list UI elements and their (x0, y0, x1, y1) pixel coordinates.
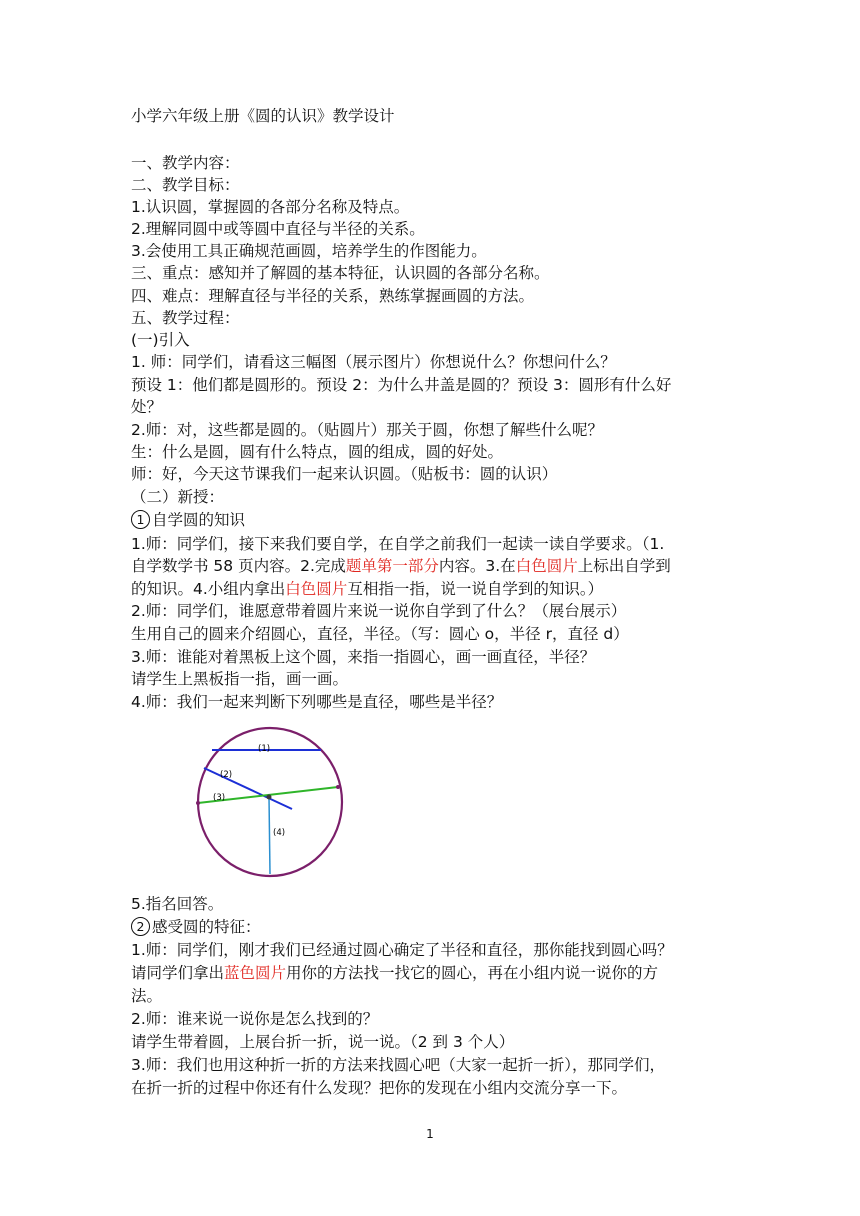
part1-line: 生用自己的圆来介绍圆心，直径，半径。（写：圆心 o，半径 r，直径 d） (131, 625, 629, 643)
text-run: 自学数学书 58 页内容。2.完成 (131, 557, 346, 575)
intro-line: 1. 师：同学们，请看这三幅图（展示图片）你想说什么？你想问什么？ (131, 353, 616, 371)
intro-line: 预设 1：他们都是圆形的。预设 2：为什么井盖是圆的？预设 3：圆形有什么好 (131, 376, 672, 394)
part2-line (131, 962, 741, 984)
goal-item-3: 3.会使用工具正确规范画圆，培养学生的作图能力。 (131, 242, 487, 260)
goal-item-1: 1.认识圆，掌握圆的各部分名称及特点。 (131, 198, 410, 216)
part2-line: 3.师：我们也用这种折一折的方法来找圆心吧（大家一起折一折），那同学们， (131, 1056, 666, 1074)
highlight-text: 蓝色圆片 (224, 964, 287, 982)
section-process: 五、教学过程： (131, 309, 240, 327)
part1-title: 自学圆的知识 (152, 511, 246, 529)
radius-line-4 (269, 797, 270, 874)
section-teaching-content: 一、教学内容： (131, 154, 240, 172)
intro-line: 处？ (131, 398, 163, 416)
part2-line: 2.师：谁来说一说你是怎么找到的？ (131, 1010, 379, 1028)
text-run: 的知识。4.小组内拿出 (131, 580, 286, 598)
highlight-text: 白色圆片 (515, 557, 578, 575)
intro-heading: (一)引入 (131, 331, 190, 349)
section-difficulties: 四、难点：理解直径与半径的关系，熟练掌握画圆的方法。 (131, 287, 535, 305)
part1-line: 4.师：我们一起来判断下列哪些是直径，哪些是半径？ (131, 693, 503, 711)
part2-heading (131, 916, 741, 938)
document-title: 小学六年级上册《圆的认识》教学设计 (131, 107, 395, 125)
part2-line: 法。 (131, 987, 163, 1005)
part1-line (131, 578, 741, 600)
highlight-text: 白色圆片 (285, 580, 348, 598)
section-teaching-goals: 二、教学目标： (131, 176, 240, 194)
goal-item-2: 2.理解同圆中或等圆中直径与半径的关系。 (131, 220, 425, 238)
figure-label-1: (1) (258, 744, 271, 754)
part1-line: 5.指名回答。 (131, 895, 224, 913)
text-run: 上标出自学到 (577, 557, 671, 575)
part1-line: 2.师：同学们，谁愿意带着圆片来说一说你自学到了什么？（展台展示） (131, 602, 627, 620)
part1-line (131, 555, 741, 577)
part2-line: 在折一折的过程中你还有什么发现？把你的发现在小组内交流分享一下。 (131, 1079, 628, 1097)
part1-heading (131, 509, 741, 531)
part2-line: 1.师：同学们，刚才我们已经通过圆心确定了半径和直径，那你能找到圆心吗？ (131, 941, 673, 959)
text-run: 请同学们拿出 (131, 964, 225, 982)
figure-label-4: (4) (273, 828, 286, 838)
text-run: 用你的方法找一找它的圆心，再在小组内说一说你的方 (286, 964, 659, 982)
intro-line: 生：什么是圆，圆有什么特点，圆的组成，圆的好处。 (131, 443, 504, 461)
text-run: 互相指一指，说一说自学到的知识。） (347, 580, 604, 598)
center-point (267, 795, 272, 800)
figure-label-2: (2) (220, 770, 233, 780)
part1-line: 3.师：谁能对着黑板上这个圆，来指一指圆心，画一画直径，半径？ (131, 648, 596, 666)
part2-line: 请学生带着圆，上展台折一折，说一说。（2 到 3 个人） (131, 1033, 515, 1051)
endpoint-marker (336, 785, 340, 789)
circled-number-icon: 1 (131, 510, 150, 529)
figure-label-3: (3) (213, 793, 226, 803)
part1-line: 1.师：同学们，接下来我们要自学，在自学之前我们一起读一读自学要求。（1. (131, 535, 665, 553)
text-run: 内容。3.在 (438, 557, 516, 575)
part1-line: 请学生上黑板指一指，画一画。 (131, 670, 349, 688)
section-key-points: 三、重点：感知并了解圆的基本特征，认识圆的各部分名称。 (131, 264, 550, 282)
new-lesson-heading: （二）新授： (131, 488, 225, 506)
circle-diagram (190, 722, 350, 882)
circled-number-icon: 2 (131, 917, 150, 936)
part2-title: 感受圆的特征： (152, 918, 261, 936)
endpoint-marker (196, 801, 200, 805)
intro-line: 2.师：对，这些都是圆的。（贴圆片）那关于圆，你想了解些什么呢？ (131, 421, 604, 439)
page-number: 1 (426, 1127, 434, 1141)
intro-line: 师：好，今天这节课我们一起来认识圆。（贴板书：圆的认识） (131, 465, 558, 483)
highlight-text: 题单第一部分 (345, 557, 439, 575)
